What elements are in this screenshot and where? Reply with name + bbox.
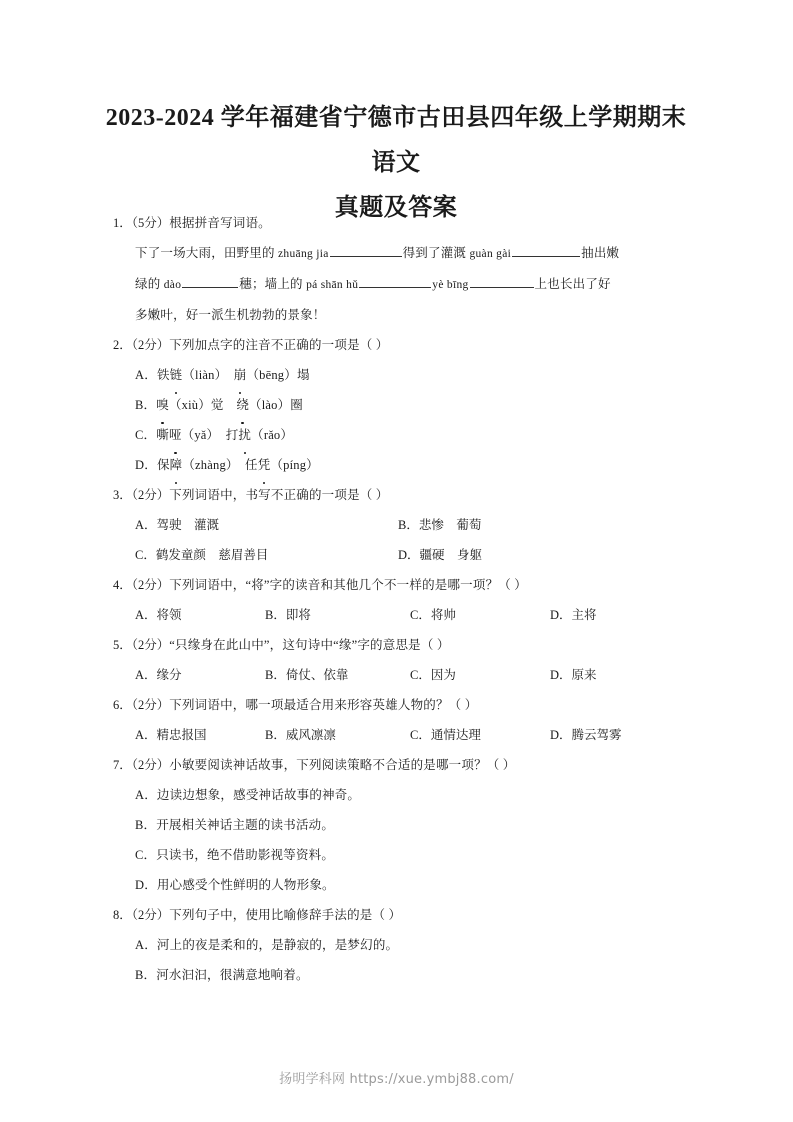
option-row — [113, 540, 693, 570]
answer-blank[interactable] — [330, 243, 402, 257]
option-item[interactable]: B．悲惨 葡萄 — [398, 518, 482, 532]
option-item[interactable] — [113, 390, 693, 420]
answer-blank[interactable] — [182, 274, 238, 288]
option-text: 嘶 — [156, 428, 169, 442]
paragraph-text: 抽出嫩 — [581, 246, 620, 260]
pinyin-text: pá shān hǔ — [306, 279, 359, 291]
option-item[interactable]: B．河水汩汩，很满意地响着。 — [135, 968, 309, 982]
question-stem — [113, 570, 693, 600]
emphasis-dot-char: 凭 — [258, 450, 271, 480]
question-stem-text: 下列词语中，“将”字的读音和其他几个不一样的是哪一项？（ ） — [169, 578, 527, 592]
question-paragraph-line — [113, 300, 693, 330]
question-stem — [113, 208, 693, 238]
option-label: A． — [135, 368, 157, 382]
option-item[interactable] — [113, 360, 693, 390]
option-item[interactable]: D．腾云驾雾 — [550, 728, 622, 742]
emphasis-dot-char: 扰 — [238, 420, 251, 450]
option-label: C． — [135, 428, 157, 442]
option-item[interactable]: C．将帅 — [410, 608, 456, 622]
option-text: （rǎo） — [251, 428, 294, 442]
pinyin-text: dào — [163, 279, 182, 291]
question-stem-text: 下列词语中，哪一项最适合用来形容英雄人物的？（ ） — [169, 698, 478, 712]
question-stem-text: “只缘身在此山中”，这句诗中“缘”字的意思是（ ） — [169, 638, 450, 652]
option-text: 任 — [245, 458, 258, 472]
option-item[interactable]: D．原来 — [550, 668, 597, 682]
question-block — [113, 630, 693, 690]
option-row — [113, 720, 693, 750]
option-row — [113, 660, 693, 690]
option-item[interactable]: C．通情达理 — [410, 728, 481, 742]
question-number: 2．（2分） — [113, 338, 170, 352]
option-text: （xiù）觉 — [168, 398, 237, 412]
question-paragraph-line — [113, 269, 693, 300]
question-stem-text: 小敏要阅读神话故事，下列阅读策略不合适的是哪一项？（ ） — [169, 758, 516, 772]
emphasis-dot-char: 崩 — [234, 360, 247, 390]
paragraph-text: 多嫩叶，好一派生机勃勃的景象！ — [135, 308, 326, 322]
emphasis-dot-char: 嗅 — [156, 390, 169, 420]
question-stem — [113, 750, 693, 780]
question-stem — [113, 330, 693, 360]
question-stem — [113, 630, 693, 660]
page-title-line-1: 2023-2024 学年福建省宁德市古田县四年级上学期期末语文 — [105, 105, 687, 176]
option-item[interactable]: A．将领 — [135, 608, 182, 622]
question-stem — [113, 900, 693, 930]
pinyin-text: zhuāng jia — [278, 248, 329, 260]
option-item[interactable]: D．主将 — [550, 608, 597, 622]
paragraph-text: 上也长出了好 — [534, 277, 611, 291]
question-stem-text: 下列加点字的注音不正确的一项是（ ） — [169, 338, 389, 352]
option-item[interactable]: C．只读书，绝不借助影视等资料。 — [135, 848, 335, 862]
option-row — [113, 510, 693, 540]
option-text: （píng） — [270, 458, 319, 472]
option-text: 打 — [225, 428, 239, 442]
question-block — [113, 900, 693, 990]
option-item[interactable]: C．因为 — [410, 668, 456, 682]
question-stem — [113, 690, 693, 720]
question-block — [113, 750, 693, 900]
paragraph-text: 得到了灌溉 — [402, 246, 470, 260]
option-item[interactable]: B．倚仗、依靠 — [265, 668, 349, 682]
question-block — [113, 330, 693, 480]
option-item[interactable]: B．开展相关神话主题的读书活动。 — [135, 818, 335, 832]
option-row — [113, 600, 693, 630]
question-number: 1．（5分） — [113, 216, 170, 230]
answer-blank[interactable] — [359, 274, 431, 288]
question-block — [113, 690, 693, 750]
question-stem — [113, 480, 693, 510]
question-number: 5．（2分） — [113, 638, 170, 652]
option-text: （lào）圈 — [249, 398, 304, 412]
question-stem-text: 下列句子中，使用比喻修辞手法的是（ ） — [169, 908, 402, 922]
option-item[interactable]: D．用心感受个性鲜明的人物形象。 — [135, 878, 335, 892]
emphasis-dot-char: 链 — [170, 360, 183, 390]
option-text: 保 — [156, 458, 170, 472]
pinyin-text: guàn gài — [469, 248, 512, 260]
answer-blank[interactable] — [470, 274, 534, 288]
question-number: 4．（2分） — [113, 578, 170, 592]
option-item[interactable] — [113, 450, 693, 480]
question-number: 3．（2分） — [113, 488, 170, 502]
option-text: （bēng）塌 — [246, 368, 310, 382]
option-item[interactable]: D．疆硬 身躯 — [398, 548, 483, 562]
option-item[interactable]: C．鹤发童颜 慈眉善目 — [135, 548, 269, 562]
option-text: 铁 — [156, 368, 170, 382]
option-item[interactable]: A．驾驶 灌溉 — [135, 518, 220, 532]
option-label: B． — [135, 398, 157, 412]
question-stem-text: 下列词语中，书写不正确的一项是（ ） — [169, 488, 389, 502]
option-item[interactable] — [113, 420, 693, 450]
option-item[interactable]: A．精忠报国 — [135, 728, 207, 742]
emphasis-dot-char: 障 — [170, 450, 183, 480]
question-block — [113, 570, 693, 630]
questions-container — [113, 208, 693, 990]
option-text: （yǎ） — [181, 428, 226, 442]
question-block — [113, 480, 693, 570]
option-item[interactable]: B．威风凛凛 — [265, 728, 336, 742]
question-block — [113, 208, 693, 330]
option-item[interactable]: B．即将 — [265, 608, 311, 622]
option-text: （liàn） — [182, 368, 234, 382]
paragraph-text: 下了一场大雨，田野里的 — [135, 246, 279, 260]
page-title-line-2: 真题及答案 — [334, 195, 458, 221]
emphasis-dot-char: 哑 — [169, 420, 182, 450]
emphasis-dot-char: 绕 — [236, 390, 249, 420]
footer-watermark: 扬明学科网 https://xue.ymbj88.com/ — [279, 1072, 514, 1087]
pinyin-text: yè bīng — [432, 279, 469, 291]
paragraph-text: 绿的 — [135, 277, 164, 291]
question-number: 8．（2分） — [113, 908, 170, 922]
answer-blank[interactable] — [512, 243, 580, 257]
option-item[interactable]: A．边读边想象，感受神话故事的神奇。 — [135, 788, 361, 802]
option-item[interactable]: A．缘分 — [135, 668, 182, 682]
question-number: 7．（2分） — [113, 758, 170, 772]
option-item[interactable]: A．河上的夜是柔和的，是静寂的，是梦幻的。 — [135, 938, 399, 952]
question-number: 6．（2分） — [113, 698, 170, 712]
option-label: D． — [135, 458, 157, 472]
question-paragraph-line — [113, 238, 693, 269]
question-stem-text: 根据拼音写词语。 — [169, 216, 271, 230]
option-text: （zhàng） — [182, 458, 246, 472]
paragraph-text: 穗；墙上的 — [239, 277, 307, 291]
